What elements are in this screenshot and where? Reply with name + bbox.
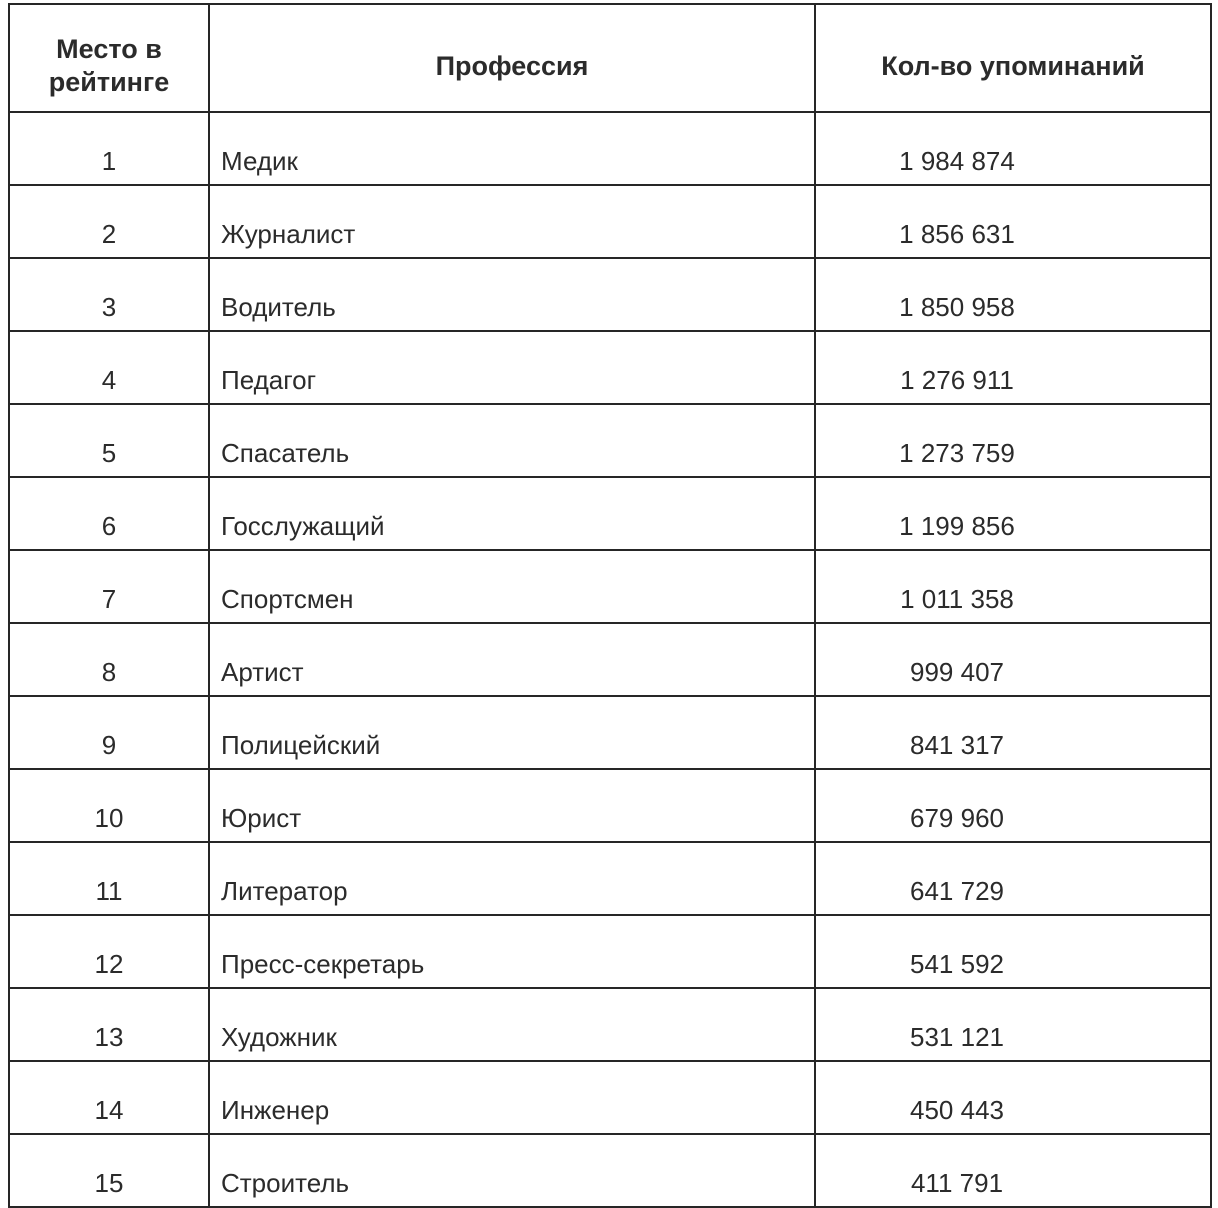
mentions-cell: 531 121 bbox=[815, 988, 1211, 1061]
rank-cell: 12 bbox=[9, 915, 209, 988]
table-row bbox=[9, 696, 1211, 769]
mentions-cell: 841 317 bbox=[815, 696, 1211, 769]
mentions-cell: 1 273 759 bbox=[815, 404, 1211, 477]
rank-cell: 11 bbox=[9, 842, 209, 915]
mentions-cell: 999 407 bbox=[815, 623, 1211, 696]
profession-cell: Медик bbox=[209, 112, 815, 185]
rank-cell: 9 bbox=[9, 696, 209, 769]
mentions-cell: 641 729 bbox=[815, 842, 1211, 915]
table-row bbox=[9, 550, 1211, 623]
rank-cell: 14 bbox=[9, 1061, 209, 1134]
profession-cell: Художник bbox=[209, 988, 815, 1061]
rank-cell: 4 bbox=[9, 331, 209, 404]
rank-cell: 15 bbox=[9, 1134, 209, 1207]
profession-cell: Инженер bbox=[209, 1061, 815, 1134]
table-header bbox=[9, 4, 1211, 112]
rank-cell: 6 bbox=[9, 477, 209, 550]
table-row bbox=[9, 842, 1211, 915]
rank-cell: 2 bbox=[9, 185, 209, 258]
table-body bbox=[9, 112, 1211, 1207]
mentions-cell: 1 850 958 bbox=[815, 258, 1211, 331]
mentions-cell: 679 960 bbox=[815, 769, 1211, 842]
mentions-cell: 1 199 856 bbox=[815, 477, 1211, 550]
profession-cell: Пресс-секретарь bbox=[209, 915, 815, 988]
table-row bbox=[9, 1134, 1211, 1207]
profession-cell: Литератор bbox=[209, 842, 815, 915]
rank-cell: 5 bbox=[9, 404, 209, 477]
table-row bbox=[9, 623, 1211, 696]
mentions-cell: 1 856 631 bbox=[815, 185, 1211, 258]
table-row bbox=[9, 477, 1211, 550]
profession-cell: Спасатель bbox=[209, 404, 815, 477]
rank-cell: 1 bbox=[9, 112, 209, 185]
profession-cell: Госслужащий bbox=[209, 477, 815, 550]
profession-cell: Педагог bbox=[209, 331, 815, 404]
rank-cell: 10 bbox=[9, 769, 209, 842]
mentions-cell: 1 011 358 bbox=[815, 550, 1211, 623]
professions-ranking-table bbox=[8, 3, 1212, 1208]
table-row bbox=[9, 185, 1211, 258]
mentions-cell: 450 443 bbox=[815, 1061, 1211, 1134]
mentions-cell: 411 791 bbox=[815, 1134, 1211, 1207]
table-row bbox=[9, 988, 1211, 1061]
table-row bbox=[9, 1061, 1211, 1134]
profession-cell: Полицейский bbox=[209, 696, 815, 769]
table-row bbox=[9, 331, 1211, 404]
profession-cell: Водитель bbox=[209, 258, 815, 331]
mentions-cell: 1 276 911 bbox=[815, 331, 1211, 404]
table-row bbox=[9, 258, 1211, 331]
rank-cell: 8 bbox=[9, 623, 209, 696]
profession-cell: Юрист bbox=[209, 769, 815, 842]
table-row bbox=[9, 112, 1211, 185]
column-header-mentions: Кол-во упоминаний bbox=[815, 4, 1211, 112]
column-header-profession: Профессия bbox=[209, 4, 815, 112]
profession-cell: Артист bbox=[209, 623, 815, 696]
profession-cell: Журналист bbox=[209, 185, 815, 258]
profession-cell: Строитель bbox=[209, 1134, 815, 1207]
table-row bbox=[9, 769, 1211, 842]
rank-cell: 7 bbox=[9, 550, 209, 623]
header-row bbox=[9, 4, 1211, 112]
profession-cell: Спортсмен bbox=[209, 550, 815, 623]
column-header-rank: Место в рейтинге bbox=[9, 4, 209, 112]
table-row bbox=[9, 915, 1211, 988]
mentions-cell: 1 984 874 bbox=[815, 112, 1211, 185]
rank-cell: 13 bbox=[9, 988, 209, 1061]
mentions-cell: 541 592 bbox=[815, 915, 1211, 988]
rank-cell: 3 bbox=[9, 258, 209, 331]
table-row bbox=[9, 404, 1211, 477]
